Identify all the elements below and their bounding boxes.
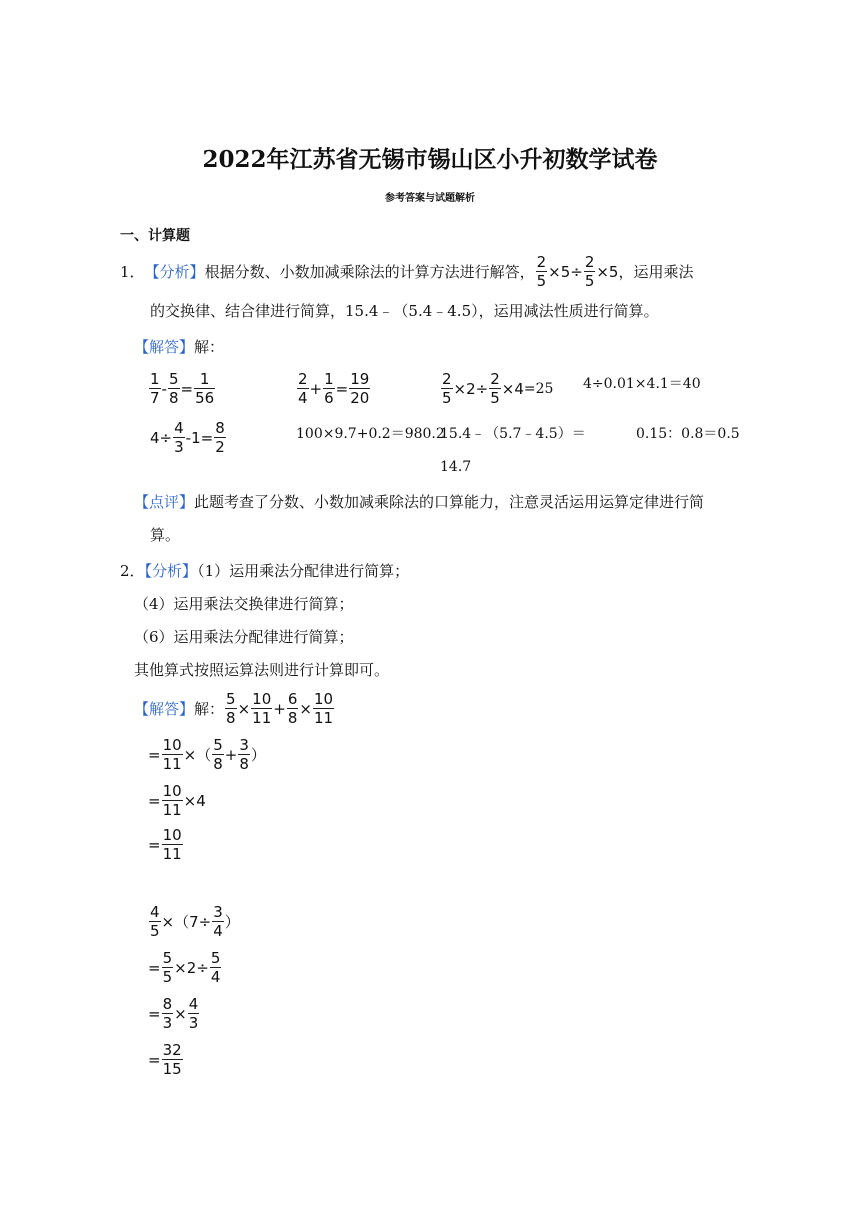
q2-answer-line8 [148, 1041, 184, 1079]
fraction: $\frac{1}{7}$ [150, 370, 160, 407]
q1-answer-7-continued: 14.7 [440, 459, 472, 475]
section-heading: 一、计算题 [120, 228, 190, 244]
fraction: $\frac{3}{8}$ [239, 736, 249, 773]
result: =25 [523, 381, 554, 397]
operator: ×4 [501, 379, 524, 398]
operator: ×4 [183, 791, 206, 810]
q2-answer-line3 [148, 782, 206, 820]
operator: ） [224, 912, 240, 931]
operator: × [237, 699, 251, 718]
q1-answer-label [134, 340, 224, 355]
q1-answer-suffix: 解： [194, 338, 225, 356]
fraction: $\frac{32}{15}$ [162, 1041, 182, 1078]
fraction: $\frac{1}{6}$ [324, 370, 334, 407]
q2-answer-line4 [148, 826, 184, 864]
q2-answer-suffix: 解： [194, 699, 225, 718]
q1-analysis-tag: 【分析】 [144, 262, 205, 281]
equals: = [148, 835, 161, 854]
operator: ×2÷ [453, 379, 489, 398]
q2-analysis-line1 [120, 564, 409, 579]
equals: = [148, 1004, 161, 1023]
q1-analysis-text-b: 运用乘法 [633, 262, 694, 281]
q2-analysis-text-1: （1）运用乘法分配律进行简算； [197, 562, 410, 580]
fraction: $\frac{10}{11}$ [162, 736, 182, 773]
equals: = [148, 1050, 161, 1069]
q2-answer-line7 [148, 995, 200, 1033]
q2-answer-line1 [134, 690, 335, 728]
q1-analysis-line1 [120, 255, 694, 289]
fraction: $\frac{10}{11}$ [162, 826, 182, 863]
q2-analysis-line4: 其他算式按照运算法则进行计算即可。 [134, 661, 390, 679]
fraction: $\frac{6}{8}$ [287, 690, 298, 727]
fraction: $\frac{5}{4}$ [210, 949, 221, 986]
q1-answer-3 [440, 370, 553, 408]
equals: = [180, 379, 194, 398]
operator: + [309, 379, 323, 398]
operator: × [299, 699, 312, 718]
operator: - [161, 379, 167, 398]
page-title: 2022年江苏省无锡市锡山区小升初数学试卷 [202, 146, 658, 173]
q1-answer-2 [296, 370, 371, 408]
operator: ） [250, 745, 266, 764]
fraction: $\frac{4}{3}$ [174, 419, 184, 456]
q1-analysis-text-a: 根据分数、小数加减乘除法的计算方法进行解答， [204, 262, 535, 281]
q1-answer-6: 100×9.7+0.2＝980.2 [296, 426, 445, 442]
q1-expr-mid: ×5÷ [548, 262, 583, 281]
fraction: $\frac{10}{11}$ [252, 690, 272, 727]
q2-answer-line2 [148, 736, 266, 774]
operator: 4÷ [150, 428, 173, 447]
page-subtitle: 参考答案与试题解析 [385, 193, 475, 204]
q1-answer-5 [150, 419, 227, 457]
fraction: $\frac{5}{5}$ [162, 949, 173, 986]
operator: ×2÷ [174, 958, 209, 977]
fraction: $\frac{10}{11}$ [313, 690, 334, 727]
q1-answer-tag: 【解答】 [134, 338, 195, 356]
q1-comment-text: 此题考查了分数、小数加减乘除法的口算能力，注意灵活运用运算定律进行简 [194, 493, 705, 511]
fraction: $\frac{19}{20}$ [350, 370, 370, 407]
fraction: $\frac{2}{5}$ [490, 370, 500, 407]
fraction: $\frac{10}{11}$ [162, 782, 182, 819]
q1-number: 1． [120, 262, 145, 281]
q2-number: 2． [120, 562, 145, 580]
operator: + [224, 745, 238, 764]
q1-comment-tag: 【点评】 [134, 493, 195, 511]
fraction: $\frac{5}{8}$ [226, 690, 236, 727]
fraction: $\frac{3}{4}$ [213, 903, 223, 940]
operator: ×（ [183, 745, 212, 764]
q1-expr-end: ×5， [596, 262, 634, 281]
fraction: $\frac{4}{3}$ [188, 995, 199, 1032]
q1-answer-1 [148, 370, 216, 408]
q2-answer-tag: 【解答】 [134, 699, 195, 718]
q2-answer-line5 [148, 903, 240, 941]
fraction: $\frac{2}{4}$ [298, 370, 308, 407]
q2-analysis-line2: （4）运用乘法交换律进行简算； [134, 595, 354, 613]
q1-expr-fraction-2: $\frac{2}{5}$ [584, 253, 595, 290]
fraction: $\frac{2}{5}$ [442, 370, 452, 407]
equals: = [335, 379, 349, 398]
fraction: $\frac{5}{8}$ [168, 370, 179, 407]
q2-analysis-line3: （6）运用乘法分配律进行简算； [134, 628, 354, 646]
operator: ×（7÷ [161, 912, 212, 931]
q1-comment-line1 [134, 495, 704, 510]
equals: = [148, 958, 161, 977]
q1-answer-8: 0.15：0.8＝0.5 [636, 426, 740, 442]
equals: = [148, 745, 161, 764]
equals: = [148, 791, 161, 810]
fraction: $\frac{8}{2}$ [215, 419, 225, 456]
operator: × [174, 1004, 187, 1023]
fraction: $\frac{5}{8}$ [213, 736, 223, 773]
q1-expr-fraction-1: $\frac{2}{5}$ [536, 253, 547, 290]
fraction: $\frac{8}{3}$ [162, 995, 173, 1032]
q1-analysis-line2: 的交换律、结合律进行简算，15.4﹣（5.4﹣4.5），运用减法性质进行简算。 [150, 302, 659, 320]
q1-answer-4: 4÷0.01×4.1＝40 [583, 376, 701, 392]
fraction: $\frac{1}{56}$ [195, 370, 215, 407]
operator: + [273, 699, 286, 718]
q1-comment-line2: 算。 [150, 526, 181, 544]
q2-analysis-tag: 【分析】 [144, 562, 198, 580]
q2-answer-line6 [148, 949, 222, 987]
operator: -1= [185, 428, 214, 447]
q1-answer-7: 15.4﹣（5.7﹣4.5）＝ [440, 426, 586, 442]
fraction: $\frac{4}{5}$ [150, 903, 160, 940]
